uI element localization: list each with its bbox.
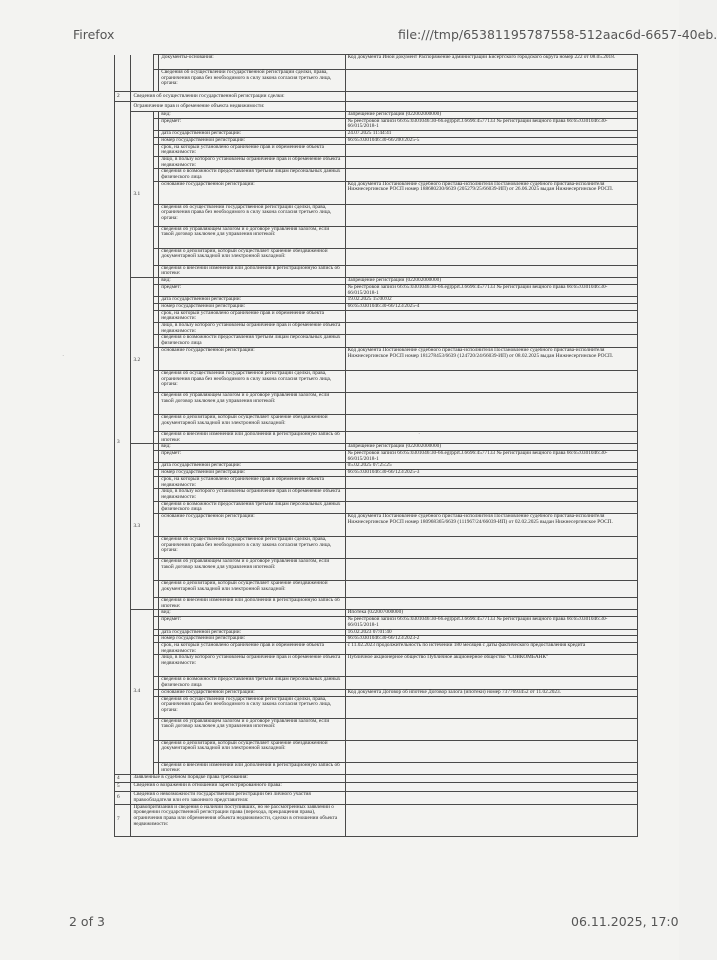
field-label-depository: сведения о депозитарии, который осуществляет хранение обездвиженной документарной закладной или электронной закладной: xyxy=(159,248,345,265)
encumbrance-row xyxy=(115,718,638,740)
section-value xyxy=(345,804,637,836)
encumbrance-row xyxy=(115,537,638,559)
encumbrance-row xyxy=(115,677,638,689)
field-label-pledge: сведения об управляющем залогом и о договоре управления залогом, если такой договор заключен для управления ипотекой: xyxy=(159,226,345,248)
field-label-date: дата государственной регистрации: xyxy=(159,297,345,304)
encumbrance-row xyxy=(115,431,638,443)
encumbrance-row xyxy=(115,248,638,265)
field-label-third: сведения о возможности предоставления третьим лицам персональных данных физического лица xyxy=(159,677,345,689)
section-label: Сведения о возражении в отношении зарегистрированного права: xyxy=(131,783,345,792)
field-label-basis: основание государственной регистрации: xyxy=(159,514,345,537)
encumbrance-number: 3.3 xyxy=(131,444,154,610)
field-value-vid: Запрещение регистрации (022002000000) xyxy=(345,278,637,285)
field-label-term: срок, на который установлено ограничение прав и обременение объекта недвижимости: xyxy=(159,642,345,654)
field-value-number: 66:65:0301046:30-66/123/2023-2 xyxy=(345,636,637,643)
encumbrance-row xyxy=(115,335,638,347)
field-value-term xyxy=(345,310,637,322)
encumbrance-row xyxy=(115,581,638,598)
field-value-person: Публичное акционерное общество Публичное акционерное общество "СОВКОМБАНК" xyxy=(345,655,637,677)
docs-value: Код документа Иной документ Распоряжение администрации Бисертского городского округа номер 222 от 08.05.2018. xyxy=(345,55,637,70)
section-2-number: 2 xyxy=(115,92,131,102)
section-row xyxy=(115,804,638,836)
encumbrance-row xyxy=(115,392,638,414)
encumbrance-row xyxy=(115,696,638,718)
field-label-person: лицо, в пользу которого установлены ограничение прав и обременение объекта недвижимости: xyxy=(159,323,345,335)
field-label-pledge: сведения об управляющем залогом и о договоре управления залогом, если такой договор заключен для управления ипотекой: xyxy=(159,559,345,581)
field-label-basis: основание государственной регистрации: xyxy=(159,347,345,370)
field-value-predmet: № реестровой записи 66:65:0301046:30-66.egrpprt.J.6696:4577133 № регистрации вещного права 66:65:0301046:30-66/015/2018-1 xyxy=(345,617,637,629)
field-value-basis: Код документа Договор об ипотеке Договор залога (ипотеки) номер 7377693452 от 11.02.2023. xyxy=(345,689,637,696)
field-label-changes: сведения о внесении изменений или дополнений в регистрационную запись об ипотеке: xyxy=(159,762,345,774)
field-value-depository xyxy=(345,581,637,598)
page-indicator: 2 of 3 xyxy=(69,914,105,929)
browser-title: Firefox xyxy=(73,27,115,42)
registry-extract-table xyxy=(114,54,638,837)
encumbrance-row xyxy=(115,370,638,392)
scan-speck: · xyxy=(418,430,421,438)
field-value-date: 16.02.2023 07:01:40 xyxy=(345,629,637,636)
encumbrance-row xyxy=(115,655,638,677)
field-value-vid: Запрещение регистрации (022002000000) xyxy=(345,444,637,451)
encumbrance-row xyxy=(115,740,638,762)
docs-row xyxy=(115,55,638,70)
field-value-changes xyxy=(345,265,637,277)
field-value-changes xyxy=(345,762,637,774)
field-label-changes: сведения о внесении изменений или дополнений в регистрационную запись об ипотеке: xyxy=(159,431,345,443)
field-value-depository xyxy=(345,740,637,762)
field-value-consent xyxy=(345,537,637,559)
encumbrance-row xyxy=(115,323,638,335)
encumbrance-row xyxy=(115,617,638,629)
field-label-depository: сведения о депозитарии, который осуществляет хранение обездвиженной документарной закладной или электронной закладной: xyxy=(159,740,345,762)
field-value-basis: Код документа Постановление судебного пристава-исполнителя Постановление судебного пристава-исполнителя Нижнесергинское РОСП номер 188680230/6639 (205279/25/66039-ИП) от 26.06.2025 выдан Нижнесергинское РОСП. xyxy=(345,181,637,204)
field-label-number: номер государственной регистрации: xyxy=(159,137,345,144)
section-3-number: 3 xyxy=(115,112,131,775)
section-2-label: Сведения об осуществлении государственной регистрации сделки: xyxy=(131,92,345,102)
field-value-vid: Запрещение регистрации (022002000000) xyxy=(345,112,637,119)
field-label-depository: сведения о депозитарии, который осуществляет хранение обездвиженной документарной закладной или электронной закладной: xyxy=(159,581,345,598)
field-label-consent: сведения об осуществлении государственной регистрации сделки, права, ограничения права без необходимого в силу закона согласия третьего лица, органа: xyxy=(159,537,345,559)
field-value-pledge xyxy=(345,392,637,414)
field-value-third xyxy=(345,169,637,181)
field-value-date: 19.02.2025 15:00:02 xyxy=(345,297,637,304)
section-number: 5 xyxy=(115,783,131,792)
encumbrance-row xyxy=(115,501,638,513)
section-value xyxy=(345,783,637,792)
field-label-changes: сведения о внесении изменений или дополнений в регистрационную запись об ипотеке: xyxy=(159,598,345,610)
encumbrance-row xyxy=(115,156,638,168)
encumbrance-row xyxy=(115,284,638,296)
field-label-third: сведения о возможности предоставления третьим лицам персональных данных физического лица xyxy=(159,501,345,513)
encumbrance-row xyxy=(115,762,638,774)
docs-label: Документы-основания: xyxy=(159,55,345,70)
encumbrance-row xyxy=(115,347,638,370)
encumbrance-row xyxy=(115,204,638,226)
encumbrance-row xyxy=(115,642,638,654)
field-value-term xyxy=(345,476,637,488)
field-label-date: дата государственной регистрации: xyxy=(159,131,345,138)
field-value-pledge xyxy=(345,559,637,581)
section-value xyxy=(345,775,637,783)
section-number: 4 xyxy=(115,775,131,783)
field-label-consent: сведения об осуществлении государственной регистрации сделки, права, ограничения права без необходимого в силу закона согласия третьего лица, органа: xyxy=(159,696,345,718)
encumbrance-row xyxy=(115,476,638,488)
field-label-third: сведения о возможности предоставления третьим лицам персональных данных физического лица xyxy=(159,335,345,347)
field-label-vid: вид: xyxy=(159,444,345,451)
field-label-number: номер государственной регистрации: xyxy=(159,636,345,643)
field-label-consent: сведения об осуществлении государственной регистрации сделки, права, ограничения права без необходимого в силу закона согласия третьего лица, органа: xyxy=(159,370,345,392)
encumbrance-row xyxy=(115,169,638,181)
field-value-depository xyxy=(345,248,637,265)
field-label-third: сведения о возможности предоставления третьим лицам персональных данных физического лица xyxy=(159,169,345,181)
field-value-date: 24.07.2025 11:44:41 xyxy=(345,131,637,138)
field-label-predmet: предмет: xyxy=(159,617,345,629)
encumbrance-row xyxy=(115,489,638,501)
field-label-predmet: предмет: xyxy=(159,284,345,296)
section-label: Сведения о невозможности государственной регистрации без личного участия правообладателя или его законного представителя: xyxy=(131,792,345,804)
field-value-pledge xyxy=(345,718,637,740)
field-label-term: срок, на который установлено ограничение прав и обременение объекта недвижимости: xyxy=(159,144,345,156)
field-label-number: номер государственной регистрации: xyxy=(159,470,345,477)
field-label-consent: сведения об осуществлении государственной регистрации сделки, права, ограничения права без необходимого в силу закона согласия третьего лица, органа: xyxy=(159,204,345,226)
field-value-depository xyxy=(345,414,637,431)
field-label-basis: основание государственной регистрации: xyxy=(159,181,345,204)
field-label-vid: вид: xyxy=(159,610,345,617)
encumbrance-row xyxy=(115,118,638,130)
encumbrance-row xyxy=(115,310,638,322)
field-label-depository: сведения о депозитарии, который осуществляет хранение обездвиженной документарной закладной или электронной закладной: xyxy=(159,414,345,431)
section-label: Заявленные в судебном порядке права требования: xyxy=(131,775,345,783)
encumbrance-row xyxy=(115,265,638,277)
field-value-third xyxy=(345,677,637,689)
field-label-changes: сведения о внесении изменений или дополнений в регистрационную запись об ипотеке: xyxy=(159,265,345,277)
field-label-person: лицо, в пользу которого установлены ограничение прав и обременение объекта недвижимости: xyxy=(159,489,345,501)
field-label-person: лицо, в пользу которого установлены ограничение прав и обременение объекта недвижимости: xyxy=(159,156,345,168)
field-value-changes xyxy=(345,431,637,443)
field-value-predmet: № реестровой записи 66:65:0301046:30-66.egrpprt.J.6696:4577133 № регистрации вещного права 66:65:0301046:30-66/015/2018-1 xyxy=(345,284,637,296)
field-value-person xyxy=(345,156,637,168)
field-value-consent xyxy=(345,696,637,718)
section-3-heading: Ограничение прав и обременение объекта недвижимости: xyxy=(131,102,345,112)
section-row xyxy=(115,792,638,804)
encumbrance-row xyxy=(115,514,638,537)
field-value-person xyxy=(345,323,637,335)
section-label: Правопритязания и сведения о наличии поступивших, но не рассмотренных заявлений о проведении государственной регистрации права (перехода, прекращения права), ограничения права или обременения объекта недвижимости, сделки в отношении объекта недвижимости: xyxy=(131,804,345,836)
encumbrance-row xyxy=(115,226,638,248)
encumbrance-number: 3.2 xyxy=(131,278,154,444)
field-value-term xyxy=(345,144,637,156)
field-label-person: лицо, в пользу которого установлены ограничение прав и обременение объекта недвижимости: xyxy=(159,655,345,677)
field-value-predmet: № реестровой записи 66:65:0301046:30-66.egrpprt.J.6696:4577133 № регистрации вещного права 66:65:0301046:30-66/015/2018-1 xyxy=(345,450,637,462)
scan-speck: · xyxy=(62,352,65,360)
field-value-term: с 11.02.2023 продолжительность по истечении 180 месяцев с даты фактического предоставления кредита xyxy=(345,642,637,654)
field-value-basis: Код документа Постановление судебного пристава-исполнителя Постановление судебного пристава-исполнителя Нижнесергинское РОСП номер 181278453/6639 (124720/24/66039-ИП) от 08.02.2025 выдан Нижнесергинское РОСП. xyxy=(345,347,637,370)
field-value-person xyxy=(345,489,637,501)
file-url: file:///tmp/65381195787558-512aac6d-6657-40eb. xyxy=(398,27,717,42)
field-value-third xyxy=(345,335,637,347)
consent-label: Сведения об осуществлении государственной регистрации сделки, права, ограничения права без необходимого в силу закона согласия третьего лица, органа: xyxy=(159,70,345,92)
field-label-predmet: предмет: xyxy=(159,118,345,130)
encumbrance-number: 3.4 xyxy=(131,610,154,775)
section-number: 6 xyxy=(115,792,131,804)
encumbrance-row xyxy=(115,137,638,144)
field-label-pledge: сведения об управляющем залогом и о договоре управления залогом, если такой договор заключен для управления ипотекой: xyxy=(159,718,345,740)
field-value-predmet: № реестровой записи 66:65:0301046:30-66.egrpprt.J.6696:4577133 № регистрации вещного права 66:65:0301046:30-66/015/2018-1 xyxy=(345,118,637,130)
field-value-number: 66:65:0301046:30-66/123/2025-3 xyxy=(345,470,637,477)
field-label-vid: вид: xyxy=(159,278,345,285)
encumbrance-number: 3.1 xyxy=(131,112,154,278)
field-value-vid: Ипотека (022007000000) xyxy=(345,610,637,617)
encumbrance-row xyxy=(115,559,638,581)
field-value-date: 05.02.2025 07:25:25 xyxy=(345,463,637,470)
section-2-row xyxy=(115,92,638,102)
field-value-consent xyxy=(345,204,637,226)
field-label-basis: основание государственной регистрации: xyxy=(159,689,345,696)
encumbrance-row xyxy=(115,181,638,204)
field-label-predmet: предмет: xyxy=(159,450,345,462)
section-value xyxy=(345,792,637,804)
field-label-date: дата государственной регистрации: xyxy=(159,629,345,636)
field-value-number: 66:65:0301046:30-66/200/2025-5 xyxy=(345,137,637,144)
field-label-number: номер государственной регистрации: xyxy=(159,303,345,310)
field-label-pledge: сведения об управляющем залогом и о договоре управления залогом, если такой договор заключен для управления ипотекой: xyxy=(159,392,345,414)
field-value-basis: Код документа Постановление судебного пристава-исполнителя Постановление судебного пристава-исполнителя Нижнесергинское РОСП номер 180968365/6639 (111967/24/66039-ИП) от 02.02.2025 выдан Нижнесергинское РОСП. xyxy=(345,514,637,537)
field-label-term: срок, на который установлено ограничение прав и обременение объекта недвижимости: xyxy=(159,310,345,322)
encumbrance-row xyxy=(115,414,638,431)
field-value-consent xyxy=(345,370,637,392)
encumbrance-row xyxy=(115,144,638,156)
field-label-vid: вид: xyxy=(159,112,345,119)
section-3-heading-row xyxy=(115,102,638,112)
field-value-number: 66:65:0301046:30-66/123/2025-4 xyxy=(345,303,637,310)
field-value-third xyxy=(345,501,637,513)
section-number: 7 xyxy=(115,804,131,836)
field-label-term: срок, на который установлено ограничение прав и обременение объекта недвижимости: xyxy=(159,476,345,488)
field-value-pledge xyxy=(345,226,637,248)
field-label-date: дата государственной регистрации: xyxy=(159,463,345,470)
consent-row xyxy=(115,70,638,92)
print-datetime: 06.11.2025, 17:0 xyxy=(571,914,679,929)
